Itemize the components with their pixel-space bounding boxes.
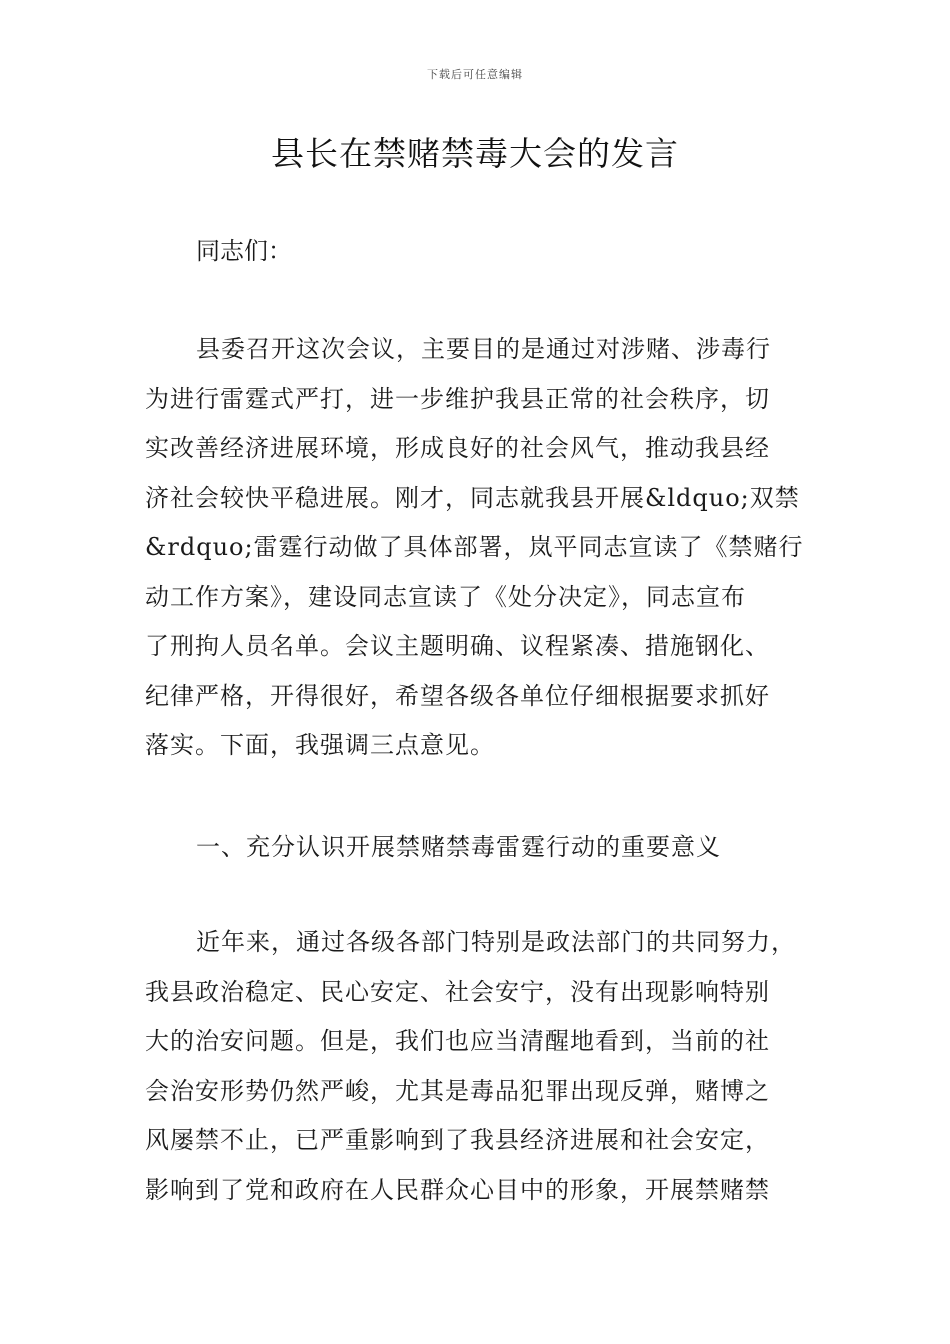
paragraph-line: 为进行雷霆式严打，进一步维护我县正常的社会秩序，切: [145, 384, 770, 413]
paragraph-line: 县委召开这次会议，主要目的是通过对涉赌、涉毒行: [196, 335, 771, 363]
paragraph-line: 实改善经济进展环境，形成良好的社会风气，推动我县经: [145, 434, 770, 462]
paragraph-line: 影响到了党和政府在人民群众心目中的形象，开展禁赌禁: [145, 1175, 770, 1204]
paragraph-line: 动工作方案》，建设同志宣读了《处分决定》，同志宣布: [145, 582, 746, 611]
paragraph-line: 近年来，通过各级各部门特别是政法部门的共同努力，: [196, 928, 796, 956]
document-title: 县长在禁赌禁毒大会的发言: [271, 134, 679, 173]
paragraph-line: 济社会较快平稳进展。刚才，同志就我县开展&ldquo;双禁: [145, 483, 800, 512]
paragraph-line: 风屡禁不止，已严重影响到了我县经济进展和社会安定，: [145, 1126, 770, 1154]
paragraph-line: 纪律严格，开得很好，希望各级各单位仔细根据要求抓好: [145, 681, 770, 710]
paragraph-line: 大的治安问题。但是，我们也应当清醒地看到，当前的社: [145, 1027, 770, 1055]
paragraph-line: 落实。下面，我强调三点意见。: [145, 731, 495, 759]
paragraph-line: &rdquo;雷霆行动做了具体部署，岚平同志宣读了《禁赌行: [145, 533, 804, 561]
paragraph-1: [145, 325, 825, 771]
header-note: 下载后可任意编辑: [427, 68, 523, 81]
paragraph-line: 了刑拘人员名单。会议主题明确、议程紧凑、措施钢化、: [145, 632, 770, 660]
paragraph-2: [145, 918, 825, 1215]
paragraph-line: 会治安形势仍然严峻，尤其是毒品犯罪出现反弹，赌博之: [145, 1076, 770, 1105]
section-heading: 一、充分认识开展禁赌禁毒雷霆行动的重要意义: [196, 833, 721, 861]
greeting: 同志们：: [196, 237, 292, 265]
paragraph-line: 我县政治稳定、民心安定、社会安宁，没有出现影响特别: [145, 977, 770, 1006]
